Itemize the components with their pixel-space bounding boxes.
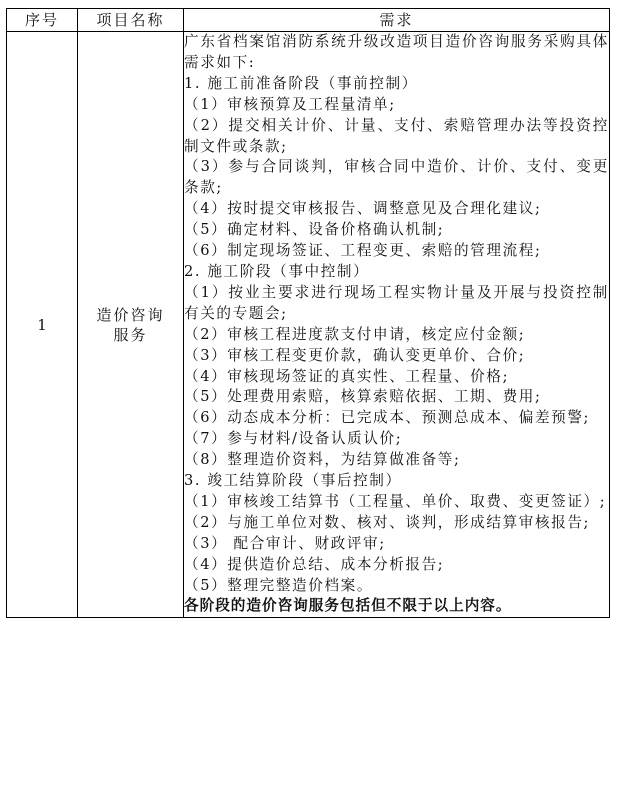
stage-item: （1）审核竣工结算书（工程量、单价、取费、变更签证）; [184,492,607,510]
requirements-table [6,8,610,618]
row-project-name [78,32,184,618]
stage-item: （1）按业主要求进行现场工程实物计量及开展与投资控制有关的专题会; [184,283,609,322]
stage-item: （4）审核现场签证的真实性、工程量、价格; [184,367,510,385]
stage-item: （6）动态成本分析：已完成本、预测总成本、偏差预警; [184,409,591,427]
stage-item: （1）审核预算及工程量清单; [184,95,396,113]
stage-item: （5）整理完整造价档案。 [184,576,374,594]
requirements-intro: 广东省档案馆消防系统升级改造项目造价咨询服务采购具体需求如下: [184,33,609,71]
stage-item: （3）参与合同谈判，审核合同中造价、计价、支付、变更条款; [184,158,609,197]
stage-item: （2）与施工单位对数、核对、谈判，形成结算审核报告; [184,513,591,531]
stage-item: （3） 配合审计、财政评审; [184,534,386,552]
stage-item: （2）提交相关计价、计量、支付、索赔管理办法等投资控制文件或条款; [184,116,609,155]
stage-item: （4）提供造价总结、成本分析报告; [184,555,445,573]
table-row [7,32,610,618]
header-requirements: 需求 [184,9,610,32]
stage-item: （4）按时提交审核报告、调整意见及合理化建议; [184,200,542,218]
stage-item: （5）确定材料、设备价格确认机制; [184,221,445,239]
stage-item: （3）审核工程变更价款，确认变更单价、合价; [184,346,526,364]
row-index: 1 [7,32,78,618]
stage-title: 1. 施工前准备阶段（事前控制） [184,74,418,92]
stage-title: 2. 施工阶段（事中控制） [184,262,370,280]
header-project-name: 项目名称 [78,9,184,32]
stage-item: （6）制定现场签证、工程变更、索赔的管理流程; [184,242,542,260]
project-name-line: 造价咨询 [96,305,165,324]
project-name-line: 服务 [113,325,148,344]
stage-item: （5）处理费用索赔，核算索赔依据、工期、费用; [184,388,542,406]
closing-note: 各阶段的造价咨询服务包括但不限于以上内容。 [184,597,512,615]
stage-item: （2）审核工程进度款支付申请，核定应付金额; [184,325,526,343]
header-index: 序号 [7,9,78,32]
stage-item: （7）参与材料/设备认质认价; [184,430,403,448]
row-requirements [184,32,610,618]
header-row [7,9,610,32]
stage-title: 3. 竣工结算阶段（事后控制） [184,472,402,490]
stage-item: （8）整理造价资料，为结算做准备等; [184,451,461,469]
